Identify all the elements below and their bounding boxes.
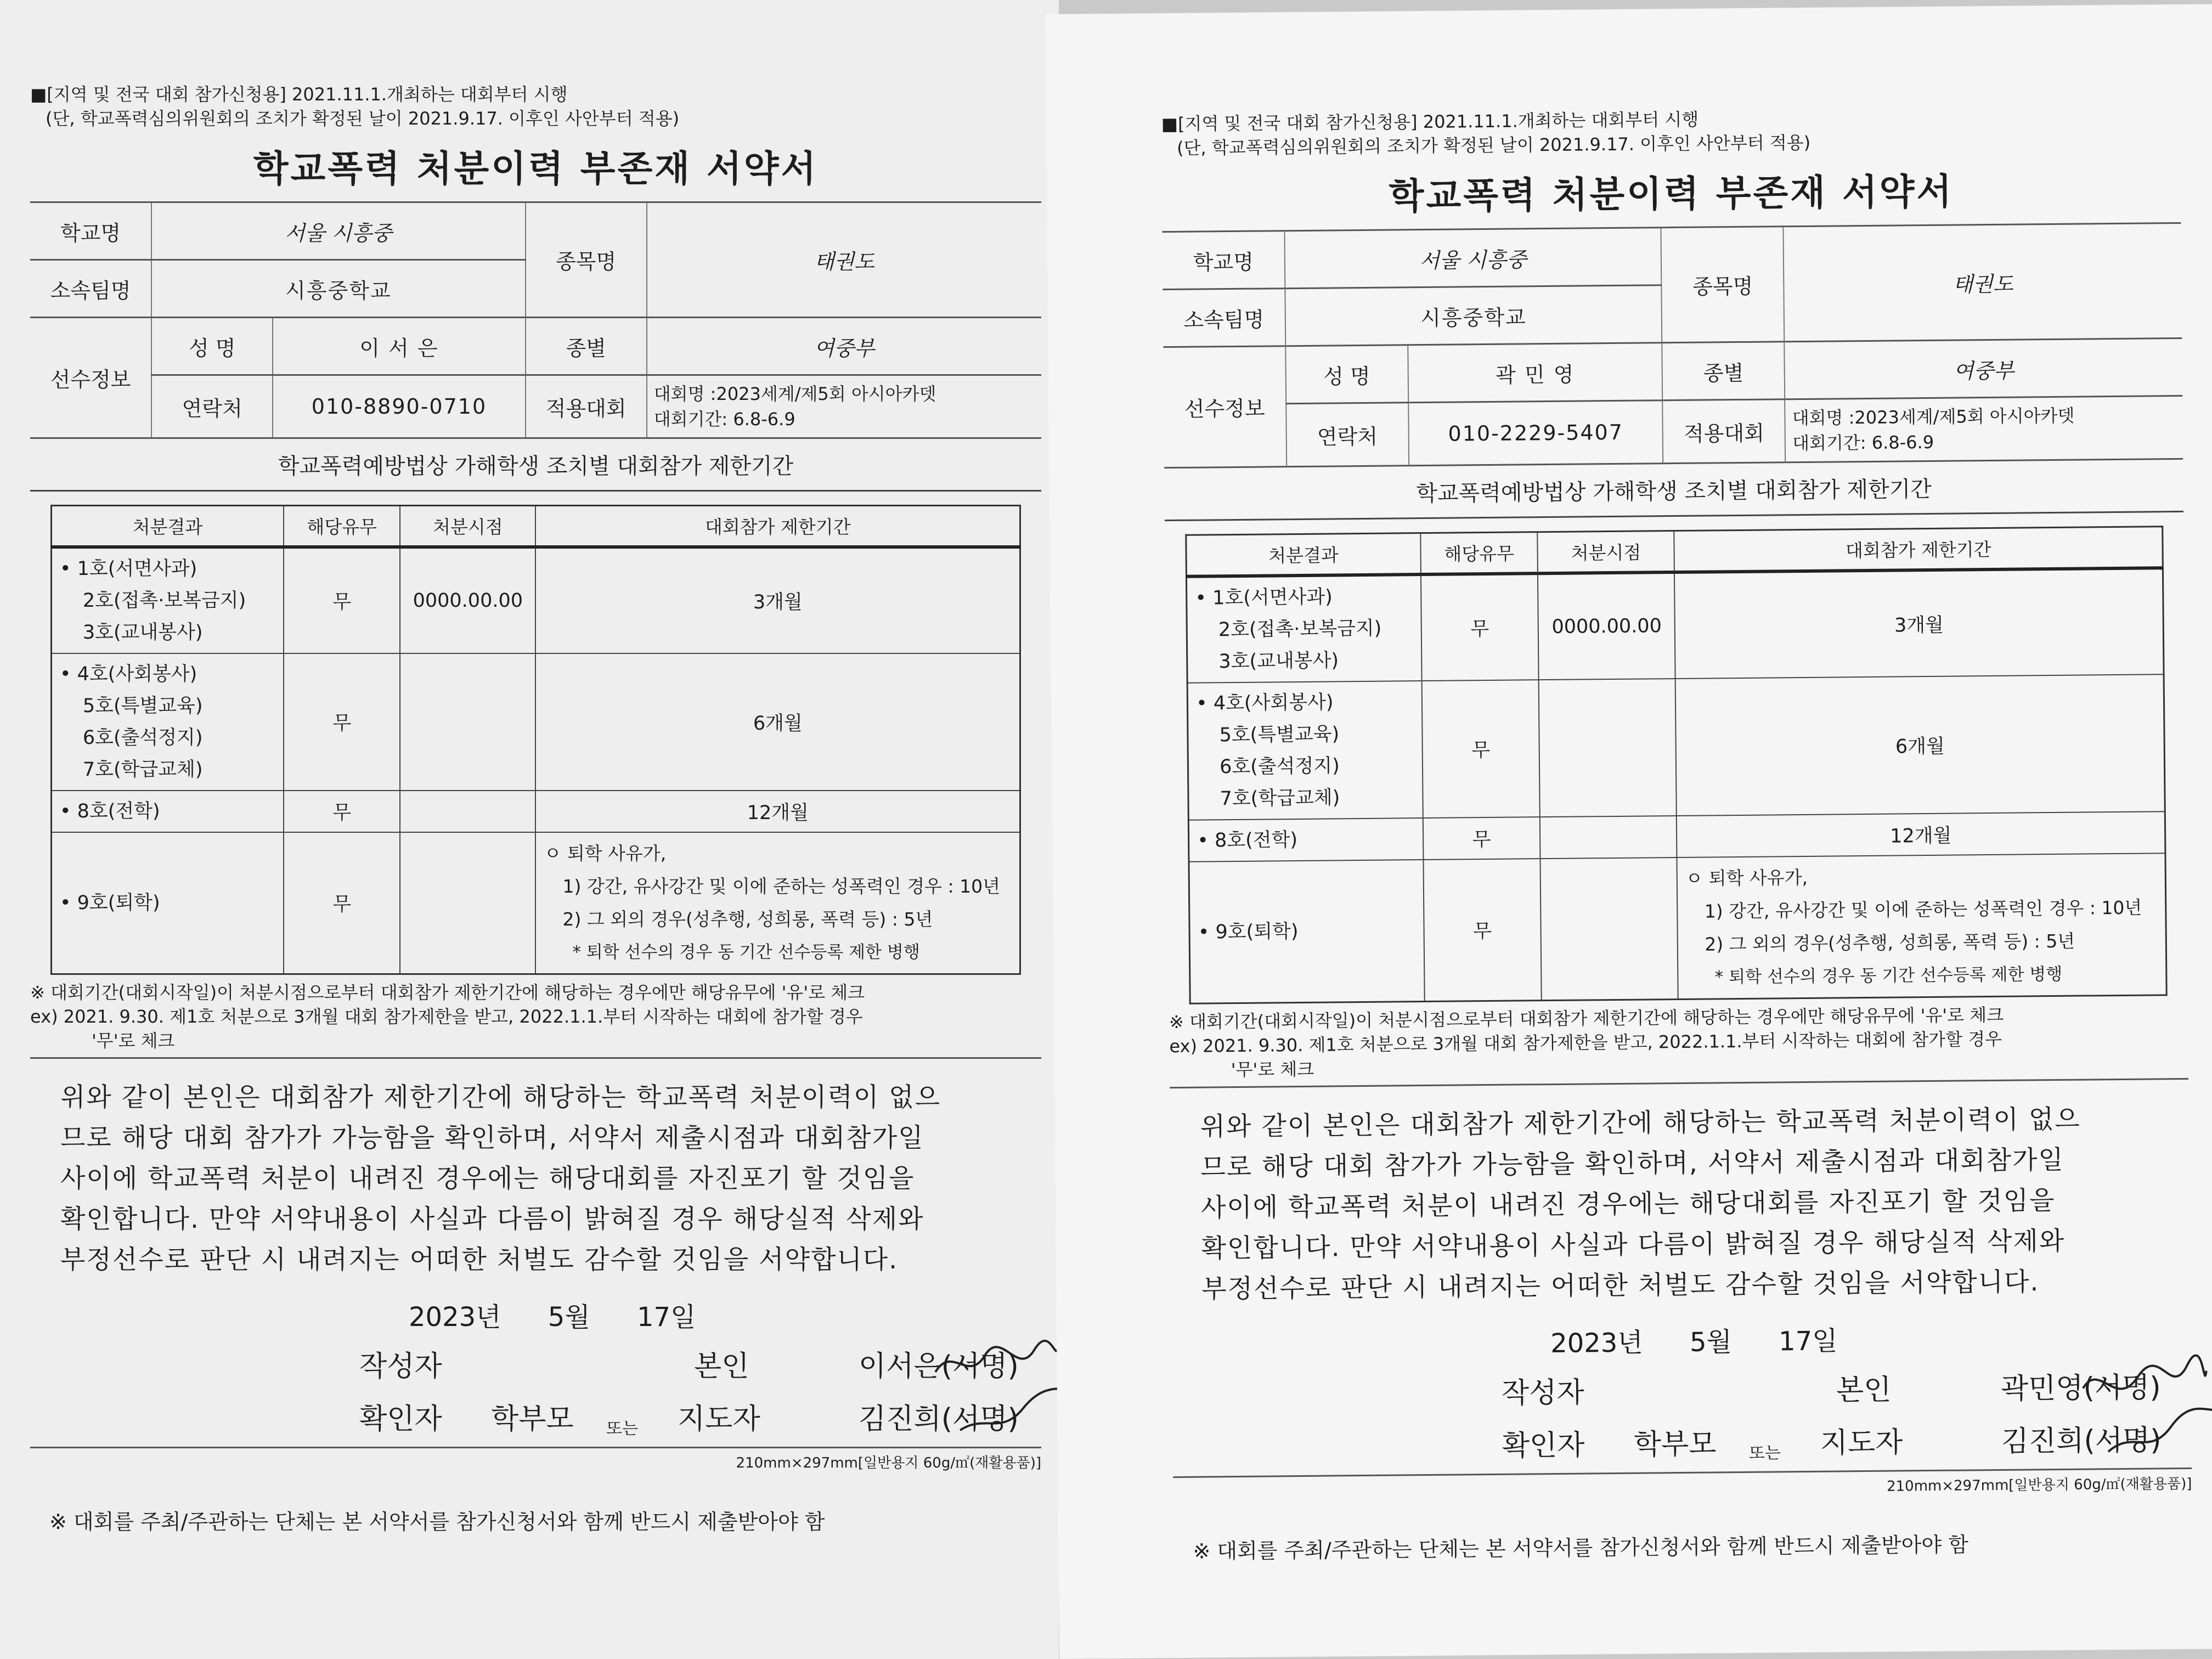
note-line: ※ 대회기간(대회시작일)이 처분시점으로부터 대회참가 제한기간에 해당하는 경우에만 해당유무에 '유'로 체크 [1169,1004,2004,1033]
table-row [51,653,1020,791]
body-line: 위와 같이 본인은 대회참가 제한기간에 해당하는 학교폭력 처분이력이 없으 [1200,1104,2081,1142]
pledge-body [30,1057,1041,1280]
name-value: 이 서 은 [273,318,525,375]
limit-period: 6개월 [535,653,1020,791]
sport-value: 태권도 [647,202,1041,318]
player-info-table [1162,222,2183,469]
applicable-value: 무 [1421,680,1540,818]
body-line: 위와 같이 본인은 대회참가 제한기간에 해당하는 학교폭력 처분이력이 없으 [60,1082,941,1113]
date-day: 17일 [1778,1325,1838,1357]
label-category: 종별 [1662,342,1785,400]
reason-item: 2) 그 외의 경우(성추행, 성희롱, 폭력 등) : 5년 [1705,930,2075,955]
sport-value: 태권도 [1784,223,2182,341]
date-year: 2023년 [1550,1327,1643,1359]
writer-name: 이서은(서명) [859,1350,1019,1383]
reason-item: 2) 그 외의 경우(성추행, 성희롱, 폭력 등) : 5년 [562,909,933,930]
self-label: 본인 [1836,1373,1892,1407]
body-line: 부정선수로 판단 시 내려지는 어떠한 처벌도 감수할 것임을 서약합니다. [1201,1267,2040,1305]
label-school: 학교명 [1162,231,1285,290]
limit-period: 12개월 [1677,811,2165,857]
label-school: 학교명 [30,202,151,260]
table-row [1187,568,2164,683]
competition-value [647,375,1041,438]
signature-scribble [2105,1401,2212,1463]
notice-line: (단, 학교폭력심의위원회의 조치가 확정된 날이 2021.9.17. 이후인 사안부터 적용) [46,108,680,129]
parent-label: 학부모 [1633,1427,1717,1462]
label-sport: 종목명 [1661,227,1785,343]
measure-item: • 1호(서면사과) [1195,586,1333,610]
reason-item: * 퇴학 선수의 경우 동 기간 선수등록 제한 병행 [1714,964,2063,988]
body-line: 므로 해당 대회 참가가 가능함을 확인하며, 서약서 제출시점과 대회참가일 [1200,1144,2065,1183]
expulsion-reason [1677,853,2166,999]
date-month: 5월 [1689,1327,1733,1358]
writer-label: 작성자 [359,1350,442,1383]
header-date: 처분시점 [400,506,535,548]
label-contact: 연락처 [151,375,273,438]
competition-name: 대회명 :2023세계/제5회 아시아카뎃 [1792,405,2075,429]
body-line: 사이에 학교폭력 처분이 내려진 경우에는 해당대회를 자진포기 할 것임을 [1200,1186,2056,1223]
label-player-info: 선수정보 [1163,346,1286,468]
label-sport: 종목명 [526,202,647,318]
measure-item: 6호(출석정지) [1219,755,1340,778]
note-line: ex) 2021. 9.30. 제1호 처분으로 3개월 대회 참가제한을 받고, 2022.1.1.부터 시작하는 대회에 참가할 경우 [1169,1028,2002,1057]
body-line: 므로 해당 대회 참가가 가능함을 확인하며, 서약서 제출시점과 대회참가일 [60,1123,924,1153]
label-contact: 연락처 [1286,403,1409,467]
competition-period: 대회기간: 6.8-6.9 [1792,431,1934,454]
reason-item: 1) 강간, 유사강간 및 이에 준하는 성폭력인 경우 : 10년 [562,876,1001,897]
measure-item: • 4호(사회봉사) [1195,691,1334,715]
date-year: 2023년 [409,1302,501,1333]
competition-period: 대회기간: 6.8-6.9 [653,409,795,430]
reason-item: 1) 강간, 유사강간 및 이에 준하는 성폭력인 경우 : 10년 [1704,896,2142,922]
measure-item: • 8호(전학) [59,800,160,822]
measure-item: • 4호(사회봉사) [59,663,198,685]
signature-block [30,1339,1041,1444]
header-limit: 대회참가 제한기간 [535,506,1020,548]
school-value: 서울 시흥중 [1284,228,1662,289]
competition-value [1785,396,2183,462]
date-day: 17일 [636,1302,696,1333]
coach-label: 지도자 [678,1403,760,1436]
applicable-value: 무 [284,653,400,791]
notice-line: ■[지역 및 전국 대회 참가신청용] 2021.11.1.개최하는 대회부터 시행 [30,84,568,105]
confirmer-name: 김진희(서명) [2001,1424,2162,1458]
table-row [51,791,1020,832]
note-line: ※ 대회기간(대회시작일)이 처분시점으로부터 대회참가 제한기간에 해당하는 경우에만 해당유무에 '유'로 체크 [30,982,865,1003]
label-category: 종별 [526,318,647,375]
pledge-body [1170,1078,2190,1310]
header-applicable: 해당유무 [284,506,400,548]
measure-item: • 9호(퇴학) [1198,921,1299,944]
measure-item: 2호(접촉·보복금지) [1218,617,1382,641]
document-title: 학교폭력 처분이력 부존재 서약서 [253,148,819,190]
disposition-date [400,791,535,832]
header-result: 처분결과 [51,506,284,548]
pledge-sheet-left [0,0,1059,1659]
limit-period: 3개월 [535,547,1020,653]
header-date: 처분시점 [1538,531,1675,574]
confirmer-label: 확인자 [1502,1429,1585,1463]
pledge-date [1550,1317,2191,1360]
reason-head: ㅇ 퇴학 사유가, [1685,866,1808,889]
label-player-info: 선수정보 [30,318,151,438]
measure-item: 6호(출석정지) [82,727,203,749]
measure-item: 2호(접촉·보복금지) [82,590,246,612]
limit-period: 6개월 [1675,674,2165,816]
writer-label: 작성자 [1501,1376,1584,1410]
measure-item: • 9호(퇴학) [59,892,160,914]
measure-item: 5호(특별교육) [1219,723,1340,747]
date-month: 5월 [548,1302,590,1333]
measure-item: 3호(교내봉사) [82,622,203,644]
or-label: 또는 [1748,1443,1781,1463]
coach-label: 지도자 [1820,1426,1903,1460]
disciplinary-table [1185,526,2167,1005]
confirmer-name: 김진희(서명) [859,1403,1019,1436]
measure-item: 5호(특별교육) [82,695,203,717]
note-line: '무'로 체크 [92,1030,175,1051]
applicable-value: 무 [284,791,400,832]
measure-item: • 8호(전학) [1197,829,1298,852]
notice-line: (단, 학교폭력심의위원회의 조치가 확정된 날이 2021.9.17. 이후인 사안부터 적용) [1176,132,1811,159]
disposition-date: 0000.00.00 [400,547,535,653]
self-label: 본인 [694,1350,749,1383]
measure-item: 3호(교내봉사) [1218,650,1339,673]
applicable-value: 무 [1423,859,1542,1001]
expulsion-reason [535,832,1020,974]
label-competition: 적용대회 [526,375,647,438]
label-team: 소속팀명 [1163,289,1285,347]
or-label: 또는 [606,1419,638,1438]
document-title: 학교폭력 처분이력 부존재 서약서 [1389,170,1954,218]
table-row [51,547,1020,653]
label-name: 성 명 [151,318,273,375]
body-line: 부정선수로 판단 시 내려지는 어떠한 처벌도 감수할 것임을 서약합니다. [60,1245,899,1275]
disposition-date [1540,816,1677,859]
paper-spec: 210mm×297mm[일반용지 60g/㎡(재활용품)] [30,1447,1041,1472]
note-line: ex) 2021. 9.30. 제1호 처분으로 3개월 대회 참가제한을 받고, 2022.1.1.부터 시작하는 대회에 참가할 경우 [30,1006,863,1027]
measure-item: 7호(학급교체) [82,759,203,781]
body-line: 사이에 학교폭력 처분이 내려진 경우에는 해당대회를 자진포기 할 것임을 [60,1164,915,1194]
applicable-value: 무 [284,832,400,974]
table-row [1187,674,2165,820]
footer-note: ※ 대회를 주최/주관하는 단체는 본 서약서를 참가신청서와 함께 반드시 제출받아야 함 [1193,1532,1969,1564]
note-line: '무'로 체크 [1231,1058,1314,1081]
body-line: 확인합니다. 만약 서약내용이 사실과 다름이 밝혀질 경우 해당실적 삭제와 [60,1204,924,1234]
team-value: 시흥중학교 [1285,285,1662,346]
label-competition: 적용대회 [1663,399,1786,464]
disposition-date [400,653,535,791]
limit-period: 12개월 [535,791,1020,832]
section-title: 학교폭력예방법상 가해학생 조치별 대회참가 제한기간 [1164,460,2183,521]
header-result: 처분결과 [1186,533,1421,577]
measure-item: • 1호(서면사과) [59,558,198,580]
table-row [51,832,1020,974]
disposition-date [1541,857,1678,1001]
confirmer-label: 확인자 [359,1403,442,1436]
reason-head: ㅇ 퇴학 사유가, [544,843,667,864]
signature-block [1172,1360,2192,1474]
name-value: 곽 민 영 [1408,343,1663,403]
team-value: 시흥중학교 [151,260,525,318]
pledge-date [409,1296,1041,1334]
notice-line: ■[지역 및 전국 대회 참가신청용] 2021.11.1.개최하는 대회부터 시행 [1161,109,1699,135]
pledge-sheet-right [1045,4,2212,1658]
category-value: 여중부 [647,318,1041,375]
parent-label: 학부모 [491,1403,574,1436]
applicable-value: 무 [1423,817,1541,860]
disciplinary-table [50,505,1021,975]
measure-item: 7호(학급교체) [1220,787,1340,810]
player-info-table [30,201,1041,439]
paper-spec: 210mm×297mm[일반용지 60g/㎡(재활용품)] [1173,1468,2192,1502]
contact-value: 010-2229-5407 [1408,400,1663,466]
limit-period: 3개월 [1674,568,2164,679]
contact-value: 010-8890-0710 [273,375,525,438]
reason-item: * 퇴학 선수의 경우 동 기간 선수등록 제한 병행 [572,943,920,962]
disposition-date [400,832,535,974]
competition-name: 대회명 :2023세계/제5회 아시아카뎃 [653,383,936,404]
label-name: 성 명 [1285,345,1408,404]
header-limit: 대회참가 제한기간 [1674,527,2163,572]
disposition-date: 0000.00.00 [1538,572,1675,680]
label-team: 소속팀명 [30,260,151,318]
header-applicable: 해당유무 [1420,532,1538,574]
applicable-value: 무 [1421,573,1539,681]
applicable-value: 무 [284,547,400,653]
section-title: 학교폭력예방법상 가해학생 조치별 대회참가 제한기간 [30,439,1041,492]
school-value: 서울 시흥중 [151,202,525,260]
table-row [1189,853,2166,1003]
writer-name: 곽민영(서명) [2000,1371,2161,1406]
disposition-date [1539,679,1677,817]
category-value: 여중부 [1785,338,2183,399]
body-line: 확인합니다. 만약 서약내용이 사실과 다름이 밝혀질 경우 해당실적 삭제와 [1201,1226,2066,1264]
footer-note: ※ 대회를 주최/주관하는 단체는 본 서약서를 참가신청서와 함께 반드시 제출받아야 함 [49,1510,825,1534]
